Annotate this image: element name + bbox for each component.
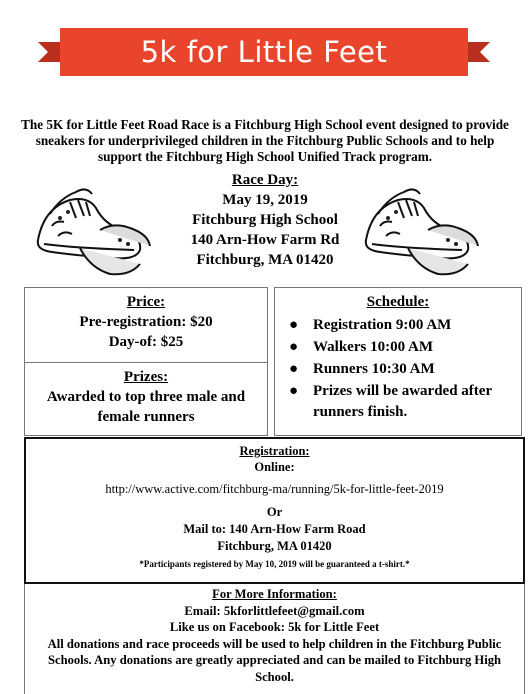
registration-tshirt-note: *Participants registered by May 10, 2019 will be guaranteed a t-shirt.* <box>139 559 410 569</box>
more-info-box <box>24 584 525 694</box>
info-facebook: Like us on Facebook: 5k for Little Feet <box>169 620 380 634</box>
bullet-icon: ● <box>289 339 299 355</box>
schedule-heading: Schedule: <box>366 294 430 310</box>
registration-mail-city: Fitchburg, MA 01420 <box>217 539 332 553</box>
race-venue: Fitchburg High School <box>192 212 338 228</box>
schedule-list <box>275 315 521 423</box>
banner-title: 5k for Little Feet <box>140 35 388 69</box>
schedule-box <box>274 287 522 436</box>
schedule-item-label: Walkers 10:00 AM <box>313 339 433 355</box>
bullet-icon: ● <box>289 361 299 377</box>
registration-or: Or <box>266 505 283 519</box>
bullet-icon: ● <box>289 383 299 399</box>
title-banner <box>38 28 490 76</box>
schedule-item-label: Registration 9:00 AM <box>313 317 452 333</box>
prizes-box <box>24 362 268 436</box>
registration-box <box>24 437 525 584</box>
info-email[interactable]: Email: 5kforlittlefeet@gmail.com <box>184 603 365 618</box>
price-box <box>24 287 268 363</box>
race-street: 140 Arn-How Farm Rd <box>190 232 340 248</box>
race-day-heading: Race Day: <box>231 172 299 188</box>
price-day-of: Day-of: $25 <box>108 334 184 350</box>
info-heading: For More Information: <box>212 587 337 601</box>
info-donations: All donations and race proceeds will be used to help children in the Fitchburg Public Schools. Any donations are greatly appreciated and can be mailed to Fitchburg High School. <box>47 636 502 684</box>
schedule-item <box>289 381 515 423</box>
schedule-item <box>289 359 515 380</box>
race-date: May 19, 2019 <box>222 192 308 208</box>
registration-mail-address: Mail to: 140 Arn-How Farm Road <box>183 522 366 536</box>
schedule-item <box>289 337 515 358</box>
prizes-heading: Prizes: <box>123 369 169 385</box>
registration-heading: Registration: <box>239 444 310 458</box>
price-preregistration: Pre-registration: $20 <box>79 314 213 330</box>
registration-url-link[interactable]: http://www.active.com/fitchburg-ma/running/5k-for-little-feet-2019 <box>105 482 444 496</box>
schedule-item-label: Prizes will be awarded after runners finish. <box>313 383 492 420</box>
price-heading: Price: <box>126 294 166 310</box>
running-shoes-icon <box>358 178 488 278</box>
race-city: Fitchburg, MA 01420 <box>196 252 334 268</box>
schedule-item-label: Runners 10:30 AM <box>313 361 435 377</box>
prizes-text: Awarded to top three male and female runners <box>46 389 246 425</box>
bullet-icon: ● <box>289 317 299 333</box>
registration-online-label: Online: <box>254 460 295 474</box>
schedule-item <box>289 315 515 336</box>
intro-paragraph: The 5K for Little Feet Road Race is a Fitchburg High School event designed to provide sneakers for underprivileged children in the Fitchburg Public Schools and to help support the Fitchburg High School Unified Track program. <box>21 117 509 164</box>
